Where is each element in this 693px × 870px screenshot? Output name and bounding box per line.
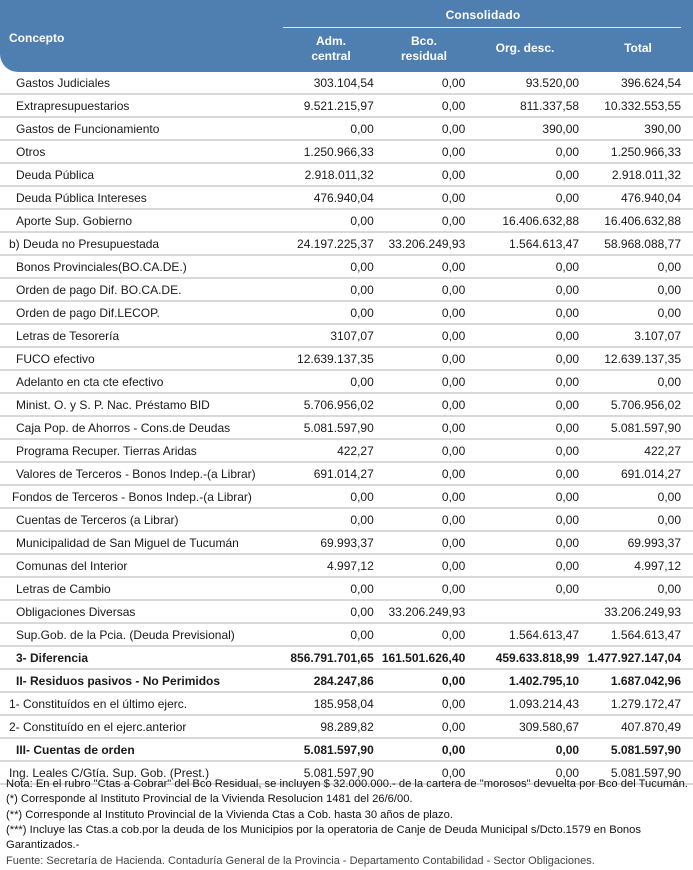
total-cell: 16.406.632,88 [579, 209, 693, 232]
org-desc-cell: 16.406.632,88 [465, 209, 579, 232]
total-cell: 396.624,54 [579, 72, 693, 94]
table-row [0, 370, 693, 393]
concept-cell: Caja Pop. de Ahorros - Cons.de Deudas [0, 416, 260, 439]
concept-cell: Fondos de Terceros - Bonos Indep.-(a Librar) [0, 485, 260, 508]
adm-central-cell: 5.081.597,90 [260, 738, 374, 761]
concept-cell: II- Residuos pasivos - No Perimidos [0, 669, 260, 692]
org-desc-cell: 0,00 [465, 370, 579, 393]
org-desc-cell: 0,00 [465, 393, 579, 416]
concept-cell: Aporte Sup. Gobierno [0, 209, 260, 232]
adm-central-cell: 856.791.701,65 [260, 646, 374, 669]
table-row [0, 232, 693, 255]
adm-central-cell: 0,00 [260, 255, 374, 278]
total-cell: 422,27 [579, 439, 693, 462]
total-cell: 390,00 [579, 117, 693, 140]
table-row [0, 117, 693, 140]
concept-cell: Orden de pago Dif.LECOP. [0, 301, 260, 324]
adm-central-cell: 3107,07 [260, 324, 374, 347]
group-header-divider [283, 27, 681, 28]
table-row [0, 439, 693, 462]
org-desc-cell: 811.337,58 [465, 94, 579, 117]
table-row [0, 715, 693, 738]
adm-central-cell: 0,00 [260, 370, 374, 393]
org-desc-cell: 0,00 [465, 485, 579, 508]
bco-residual-cell: 0,00 [374, 186, 465, 209]
adm-central-cell: 12.639.137,35 [260, 347, 374, 370]
column-header-line: Total [624, 41, 652, 55]
total-cell: 2.918.011,32 [579, 163, 693, 186]
table-row [0, 554, 693, 577]
table-row [0, 94, 693, 117]
adm-central-cell: 422,27 [260, 439, 374, 462]
org-desc-cell: 0,00 [465, 508, 579, 531]
debt-table [0, 72, 693, 785]
org-desc-cell: 0,00 [465, 761, 579, 784]
bco-residual-cell: 0,00 [374, 554, 465, 577]
concept-cell: Bonos Provinciales(BO.CA.DE.) [0, 255, 260, 278]
adm-central-cell: 4.997,12 [260, 554, 374, 577]
concept-cell: Deuda Pública [0, 163, 260, 186]
org-desc-cell: 459.633.818,99 [465, 646, 579, 669]
adm-central-cell: 24.197.225,37 [260, 232, 374, 255]
org-desc-cell: 0,00 [465, 140, 579, 163]
table-row [0, 485, 693, 508]
column-header-line: Org. desc. [495, 41, 555, 55]
total-cell: 0,00 [579, 508, 693, 531]
concept-cell: Obligaciones Diversas [0, 600, 260, 623]
table-row [0, 209, 693, 232]
total-cell: 5.706.956,02 [579, 393, 693, 416]
concept-cell: Letras de Tesorería [0, 324, 260, 347]
concept-cell: FUCO efectivo [0, 347, 260, 370]
total-cell: 12.639.137,35 [579, 347, 693, 370]
concept-cell: 3- Diferencia [0, 646, 260, 669]
adm-central-cell: 303.104,54 [260, 72, 374, 94]
concept-cell: Sup.Gob. de la Pcia. (Deuda Previsional) [0, 623, 260, 646]
bco-residual-cell: 0,00 [374, 531, 465, 554]
bco-residual-cell: 0,00 [374, 623, 465, 646]
bco-residual-cell: 33.206.249,93 [374, 600, 465, 623]
total-cell: 3.107,07 [579, 324, 693, 347]
adm-central-cell: 2.918.011,32 [260, 163, 374, 186]
concept-cell: Extrapresupuestarios [0, 94, 260, 117]
adm-central-cell: 98.289,82 [260, 715, 374, 738]
adm-central-cell: 0,00 [260, 600, 374, 623]
total-cell: 0,00 [579, 485, 693, 508]
bco-residual-cell: 0,00 [374, 72, 465, 94]
org-desc-cell: 0,00 [465, 301, 579, 324]
table-row [0, 669, 693, 692]
adm-central-cell: 0,00 [260, 278, 374, 301]
total-cell: 5.081.597,90 [579, 416, 693, 439]
table-row [0, 163, 693, 186]
bco-residual-cell: 0,00 [374, 577, 465, 600]
table-row [0, 600, 693, 623]
adm-central-cell: 0,00 [260, 117, 374, 140]
table-row [0, 577, 693, 600]
adm-central-cell: 5.706.956,02 [260, 393, 374, 416]
bco-residual-cell: 0,00 [374, 669, 465, 692]
adm-central-cell: 1.250.966,33 [260, 140, 374, 163]
adm-central-cell: 0,00 [260, 508, 374, 531]
bco-residual-cell: 0,00 [374, 508, 465, 531]
org-desc-cell: 0,00 [465, 163, 579, 186]
org-desc-cell: 93.520,00 [465, 72, 579, 94]
bco-residual-cell: 0,00 [374, 692, 465, 715]
concept-cell: Ing. Leales C/Gtía. Sup. Gob. (Prest.) [0, 761, 260, 784]
total-cell: 0,00 [579, 278, 693, 301]
bco-residual-cell: 0,00 [374, 324, 465, 347]
note-text: (*) Corresponde al Instituto Provincial de la Vivienda Resolucion 1481 del 26/6/00. [6, 793, 413, 806]
org-desc-cell: 1.402.795,10 [465, 669, 579, 692]
bco-residual-cell: 0,00 [374, 140, 465, 163]
table-row [0, 186, 693, 209]
total-cell: 0,00 [579, 577, 693, 600]
adm-central-cell: 0,00 [260, 623, 374, 646]
org-desc-cell: 0,00 [465, 554, 579, 577]
table-row [0, 508, 693, 531]
table-row [0, 72, 693, 94]
adm-central-cell: 0,00 [260, 209, 374, 232]
adm-central-cell: 691.014,27 [260, 462, 374, 485]
total-cell: 476.940,04 [579, 186, 693, 209]
total-cell: 0,00 [579, 301, 693, 324]
bco-residual-cell: 0,00 [374, 278, 465, 301]
source-text: Fuente: Secretaría de Hacienda. Contaduría General de la Provincia - Departamento Contabilidad - Sector Obligaciones. [6, 855, 595, 868]
concept-cell: III- Cuentas de orden [0, 738, 260, 761]
concept-cell: 1- Constituídos en el último ejerc. [0, 692, 260, 715]
column-header-adm-central [283, 34, 379, 64]
org-desc-cell: 0,00 [465, 738, 579, 761]
concept-cell: Adelanto en cta cte efectivo [0, 370, 260, 393]
table-row [0, 692, 693, 715]
org-desc-cell: 1.564.613,47 [465, 232, 579, 255]
bco-residual-cell: 0,00 [374, 301, 465, 324]
table-row [0, 531, 693, 554]
adm-central-cell: 0,00 [260, 485, 374, 508]
bco-residual-cell: 0,00 [374, 94, 465, 117]
table-row [0, 623, 693, 646]
org-desc-cell: 1.564.613,47 [465, 623, 579, 646]
concept-cell: Letras de Cambio [0, 577, 260, 600]
concept-cell: Comunas del Interior [0, 554, 260, 577]
column-header-org-desc [468, 41, 582, 56]
concept-cell: b) Deuda no Presupuestada [0, 232, 260, 255]
total-cell: 5.081.597,90 [579, 761, 693, 784]
table-row [0, 278, 693, 301]
concept-cell: Municipalidad de San Miguel de Tucumán [0, 531, 260, 554]
table-row [0, 301, 693, 324]
adm-central-cell: 284.247,86 [260, 669, 374, 692]
org-desc-cell: 0,00 [465, 462, 579, 485]
concept-cell: Deuda Pública Intereses [0, 186, 260, 209]
total-cell: 58.968.088,77 [579, 232, 693, 255]
org-desc-cell: 1.093.214,43 [465, 692, 579, 715]
column-header-concepto: Concepto [9, 31, 65, 45]
bco-residual-cell: 0,00 [374, 416, 465, 439]
bco-residual-cell: 0,00 [374, 393, 465, 416]
debt-table-body [0, 72, 693, 784]
org-desc-cell: 0,00 [465, 439, 579, 462]
concept-cell: Cuentas de Terceros (a Librar) [0, 508, 260, 531]
column-header-line: Bco. [410, 34, 437, 48]
column-header-line: Adm. [316, 34, 346, 48]
bco-residual-cell: 0,00 [374, 255, 465, 278]
org-desc-cell: 0,00 [465, 531, 579, 554]
org-desc-cell: 390,00 [465, 117, 579, 140]
table-row [0, 738, 693, 761]
org-desc-cell [465, 600, 579, 623]
total-cell: 69.993,37 [579, 531, 693, 554]
adm-central-cell: 9.521.215,97 [260, 94, 374, 117]
total-cell: 33.206.249,93 [579, 600, 693, 623]
total-cell: 1.279.172,47 [579, 692, 693, 715]
org-desc-cell: 0,00 [465, 278, 579, 301]
concept-cell: 2- Constituído en el ejerc.anterior [0, 715, 260, 738]
concept-cell: Gastos de Funcionamiento [0, 117, 260, 140]
adm-central-cell: 5.081.597,90 [260, 416, 374, 439]
group-header-consolidado: Consolidado [445, 8, 521, 22]
total-cell: 4.997,12 [579, 554, 693, 577]
total-cell: 5.081.597,90 [579, 738, 693, 761]
table-row [0, 255, 693, 278]
total-cell: 1.687.042,96 [579, 669, 693, 692]
org-desc-cell: 0,00 [465, 324, 579, 347]
bco-residual-cell: 0,00 [374, 485, 465, 508]
column-header-line: central [311, 49, 351, 63]
total-cell: 1.250.966,33 [579, 140, 693, 163]
concept-cell: Programa Recuper. Tierras Aridas [0, 439, 260, 462]
bco-residual-cell: 0,00 [374, 715, 465, 738]
concept-cell: Gastos Judiciales [0, 72, 260, 94]
concept-cell: Orden de pago Dif. BO.CA.DE. [0, 278, 260, 301]
concept-cell: Otros [0, 140, 260, 163]
column-header-total [582, 41, 693, 56]
adm-central-cell: 69.993,37 [260, 531, 374, 554]
org-desc-cell: 0,00 [465, 255, 579, 278]
bco-residual-cell: 161.501.626,40 [374, 646, 465, 669]
adm-central-cell: 185.958,04 [260, 692, 374, 715]
org-desc-cell: 0,00 [465, 577, 579, 600]
bco-residual-cell: 0,00 [374, 209, 465, 232]
column-header-line: residual [400, 49, 448, 63]
column-header-bco-residual [380, 34, 468, 64]
table-row [0, 324, 693, 347]
org-desc-cell: 309.580,67 [465, 715, 579, 738]
note-text: (***) Incluye las Ctas.a cob.por la deuda de los Municipios por la operatoria de Canje de Deuda Municipal s/Dcto.1579 en Bonos Garantizados.- [6, 823, 641, 852]
total-cell: 691.014,27 [579, 462, 693, 485]
total-cell: 1.477.927.147,04 [579, 646, 693, 669]
bco-residual-cell: 0,00 [374, 347, 465, 370]
bco-residual-cell: 0,00 [374, 163, 465, 186]
table-row [0, 347, 693, 370]
table-header [0, 0, 693, 72]
note-text: (**) Corresponde al Instituto Provincial de la Vivienda Ctas a Cob. hasta 30 años de plazo. [6, 808, 453, 821]
bco-residual-cell: 0,00 [374, 370, 465, 393]
adm-central-cell: 5.081.597,90 [260, 761, 374, 784]
adm-central-cell: 0,00 [260, 577, 374, 600]
adm-central-cell: 476.940,04 [260, 186, 374, 209]
total-cell: 10.332.553,55 [579, 94, 693, 117]
org-desc-cell: 0,00 [465, 347, 579, 370]
table-row [0, 462, 693, 485]
org-desc-cell: 0,00 [465, 186, 579, 209]
bco-residual-cell: 0,00 [374, 117, 465, 140]
total-cell: 1.564.613,47 [579, 623, 693, 646]
table-row [0, 140, 693, 163]
total-cell: 0,00 [579, 370, 693, 393]
total-cell: 407.870,49 [579, 715, 693, 738]
footnotes [6, 777, 693, 870]
bco-residual-cell: 33.206.249,93 [374, 232, 465, 255]
total-cell: 0,00 [579, 255, 693, 278]
adm-central-cell: 0,00 [260, 301, 374, 324]
table-row [0, 393, 693, 416]
bco-residual-cell: 0,00 [374, 761, 465, 784]
note-text: Nota: En el rubro "Ctas a Cobrar" del Bco Residual, se incluyen $ 32.000.000.- de la cartera de "morosos" devuelta por Bco del Tucumán. [6, 778, 688, 790]
bco-residual-cell: 0,00 [374, 738, 465, 761]
table-row [0, 646, 693, 669]
concept-cell: Minist. O. y S. P. Nac. Préstamo BID [0, 393, 260, 416]
table-row [0, 416, 693, 439]
org-desc-cell: 0,00 [465, 416, 579, 439]
concept-cell: Valores de Terceros - Bonos Indep.-(a Librar) [0, 462, 260, 485]
bco-residual-cell: 0,00 [374, 462, 465, 485]
bco-residual-cell: 0,00 [374, 439, 465, 462]
